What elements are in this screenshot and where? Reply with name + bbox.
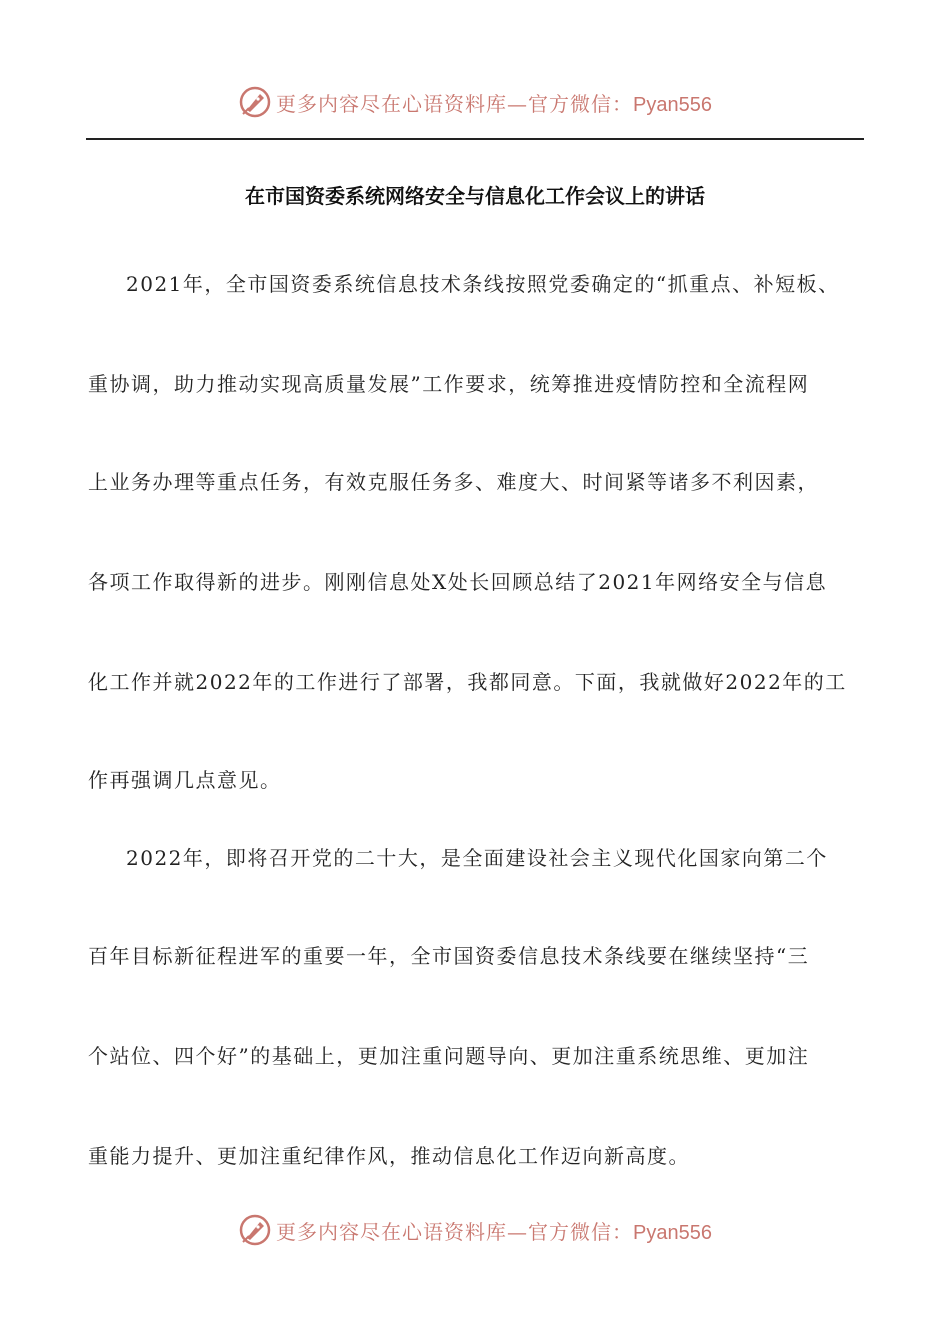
footer-banner: [0, 1210, 950, 1250]
body-line-2: 重协调，助力推动实现高质量发展”工作要求，统筹推进疫情防控和全流程网: [88, 372, 810, 396]
header-banner-text: [276, 88, 712, 117]
body-line-9: 个站位、四个好”的基础上，更加注重问题导向、更加注重系统思维、更加注: [88, 1044, 810, 1068]
footer-banner-text: [276, 1216, 712, 1245]
pen-nib-logo-icon: [238, 85, 272, 119]
body-line-4: 各项工作取得新的进步。刚刚信息处X处长回顾总结了2021年网络安全与信息: [88, 570, 828, 594]
header-banner-label: 更多内容尽在心语资料库—官方微信：: [276, 91, 634, 116]
header-wechat-id: Pyan556: [633, 93, 712, 116]
body-line-5: 化工作并就2022年的工作进行了部署，我都同意。下面，我就做好2022年的工: [88, 670, 847, 694]
pen-nib-logo-icon: [238, 1213, 272, 1247]
footer-banner-label: 更多内容尽在心语资料库—官方微信：: [276, 1219, 634, 1244]
body-line-6: 作再强调几点意见。: [88, 768, 282, 792]
document-title: 在市国资委系统网络安全与信息化工作会议上的讲话: [245, 184, 705, 208]
footer-wechat-id: Pyan556: [633, 1221, 712, 1244]
header-divider: [86, 138, 864, 140]
body-line-10: 重能力提升、更加注重纪律作风，推动信息化工作迈向新高度。: [88, 1144, 690, 1168]
body-line-8: 百年目标新征程进军的重要一年，全市国资委信息技术条线要在继续坚持“三: [88, 944, 810, 968]
body-line-7: 2022年，即将召开党的二十大，是全面建设社会主义现代化国家向第二个: [126, 846, 828, 870]
header-banner: [0, 82, 950, 122]
body-line-3: 上业务办理等重点任务，有效克服任务多、难度大、时间紧等诸多不利因素，: [88, 470, 819, 494]
body-line-1: 2021年，全市国资委系统信息技术条线按照党委确定的“抓重点、补短板、: [126, 272, 840, 296]
